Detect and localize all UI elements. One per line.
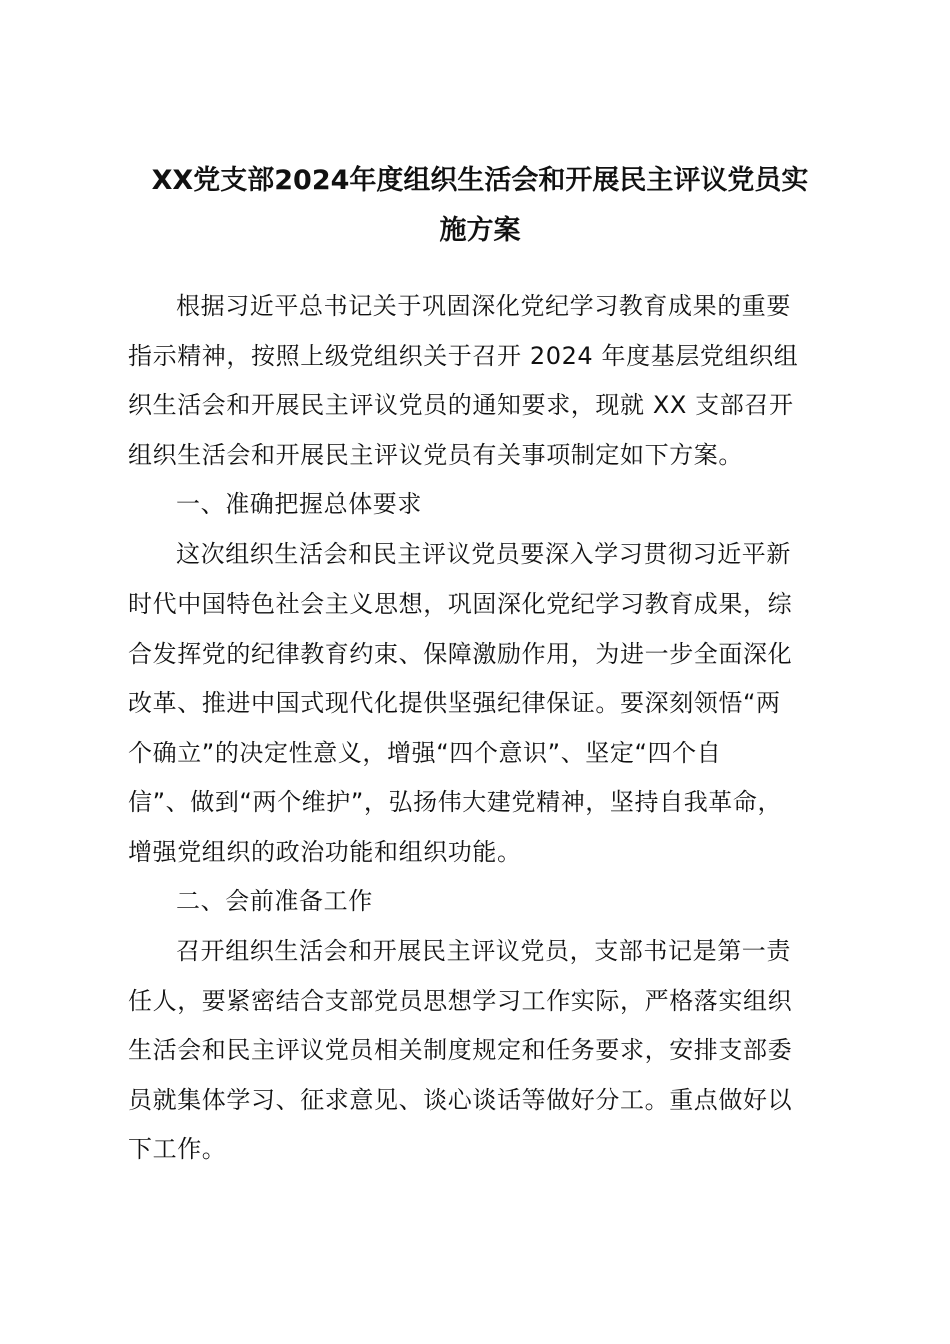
document-title-line-1: XX党支部2024年度组织生活会和开展民主评议党员实 <box>151 165 809 196</box>
para2-line-3: 合发挥党的纪律教育约束、保障激励作用，为进一步全面深化 <box>128 640 793 668</box>
para1-line-4: 组织生活会和开展民主评议党员有关事项制定如下方案。 <box>128 441 743 469</box>
para3-line-5: 下工作。 <box>128 1135 227 1163</box>
section-heading-2: 二、会前准备工作 <box>176 887 373 915</box>
para2-line-6: 信”、做到“两个维护”，弘扬伟大建党精神，坚持自我革命， <box>128 788 783 816</box>
para2-line-5: 个确立”的决定性意义，增强“四个意识”、坚定“四个自 <box>128 739 722 767</box>
para2-line-4: 改革、推进中国式现代化提供坚强纪律保证。要深刻领悟“两 <box>128 689 781 717</box>
para3-line-4: 员就集体学习、征求意见、谈心谈话等做好分工。重点做好以 <box>128 1086 793 1114</box>
para1-line-2: 指示精神，按照上级党组织关于召开 2024 年度基层党组织组 <box>128 342 799 370</box>
para1-line-3: 织生活会和开展民主评议党员的通知要求，现就 XX 支部召开 <box>128 391 794 419</box>
section-heading-1: 一、准确把握总体要求 <box>176 490 422 518</box>
para1-line-1: 根据习近平总书记关于巩固深化党纪学习教育成果的重要 <box>176 292 791 320</box>
para2-line-1: 这次组织生活会和民主评议党员要深入学习贯彻习近平新 <box>176 540 791 568</box>
para2-line-2: 时代中国特色社会主义思想，巩固深化党纪学习教育成果，综 <box>128 590 793 618</box>
para3-line-2: 任人，要紧密结合支部党员思想学习工作实际，严格落实组织 <box>128 987 793 1015</box>
para3-line-1: 召开组织生活会和开展民主评议党员，支部书记是第一责 <box>176 937 791 965</box>
para2-line-7: 增强党组织的政治功能和组织功能。 <box>128 838 522 866</box>
document-title-line-2: 施方案 <box>439 215 521 246</box>
para3-line-3: 生活会和民主评议党员相关制度规定和任务要求，安排支部委 <box>128 1036 793 1064</box>
